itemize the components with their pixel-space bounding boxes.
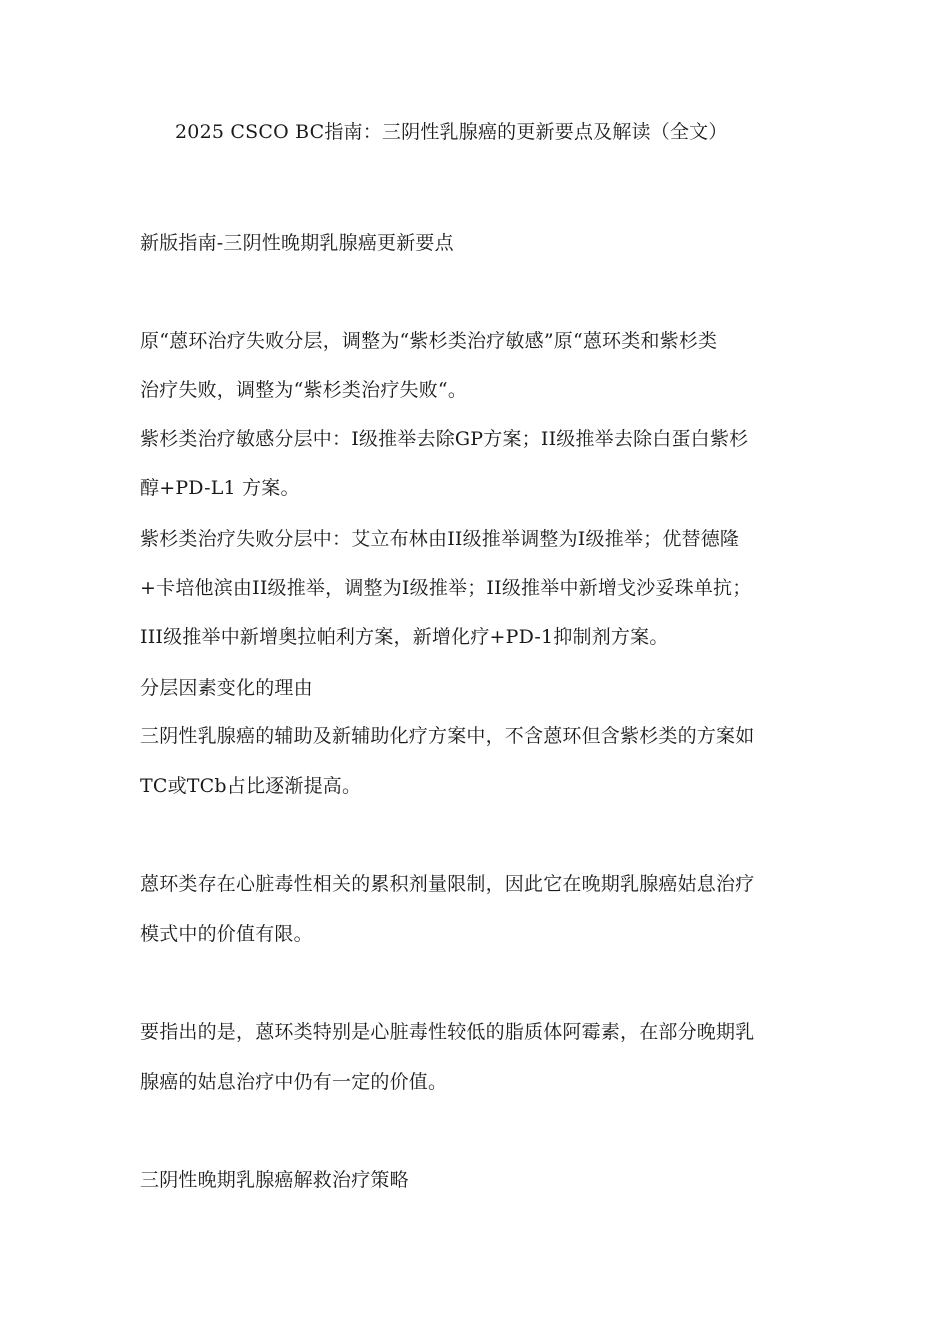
section-heading-rescue-strategy: 三阴性晚期乳腺癌解救治疗策略 <box>140 1169 409 1191</box>
paragraph-line: 模式中的价值有限。 <box>140 923 313 945</box>
section-heading-update-points: 新版指南-三阴性晚期乳腺癌更新要点 <box>140 232 454 254</box>
paragraph-line: 要指出的是，蒽环类特别是心脏毒性较低的脂质体阿霉素，在部分晚期乳 <box>140 1021 755 1043</box>
paragraph-line: 治疗失败，调整为“紫杉类治疗失败“。 <box>140 379 468 401</box>
paragraph-line: 紫杉类治疗敏感分层中：I级推举去除GP方案；II级推举去除白蛋白紫杉 <box>140 428 749 450</box>
paragraph-line: III级推举中新增奥拉帕利方案，新增化疗+PD-1抑制剂方案。 <box>140 626 669 648</box>
document-title: 2025 CSCO BC指南：三阴性乳腺癌的更新要点及解读（全文） <box>175 121 728 143</box>
paragraph-line: 蒽环类存在心脏毒性相关的累积剂量限制，因此它在晚期乳腺癌姑息治疗 <box>140 873 755 895</box>
paragraph-line: 腺癌的姑息治疗中仍有一定的价值。 <box>140 1071 448 1093</box>
paragraph-line: 醇+PD-L1 方案。 <box>140 477 300 499</box>
paragraph-line: TC或TCb占比逐渐提高。 <box>140 775 362 797</box>
paragraph-line: +卡培他滨由II级推举，调整为I级推举；II级推举中新增戈沙妥珠单抗； <box>140 577 752 599</box>
paragraph-line: 原“蒽环治疗失败分层，调整为“紫杉类治疗敏感”原“蒽环类和紫杉类 <box>140 330 718 352</box>
paragraph-line: 紫杉类治疗失败分层中：艾立布林由II级推举调整为I级推举；优替德隆 <box>140 528 740 550</box>
subheading-reasons: 分层因素变化的理由 <box>140 677 313 699</box>
paragraph-line: 三阴性乳腺癌的辅助及新辅助化疗方案中，不含蒽环但含紫杉类的方案如 <box>140 725 755 747</box>
